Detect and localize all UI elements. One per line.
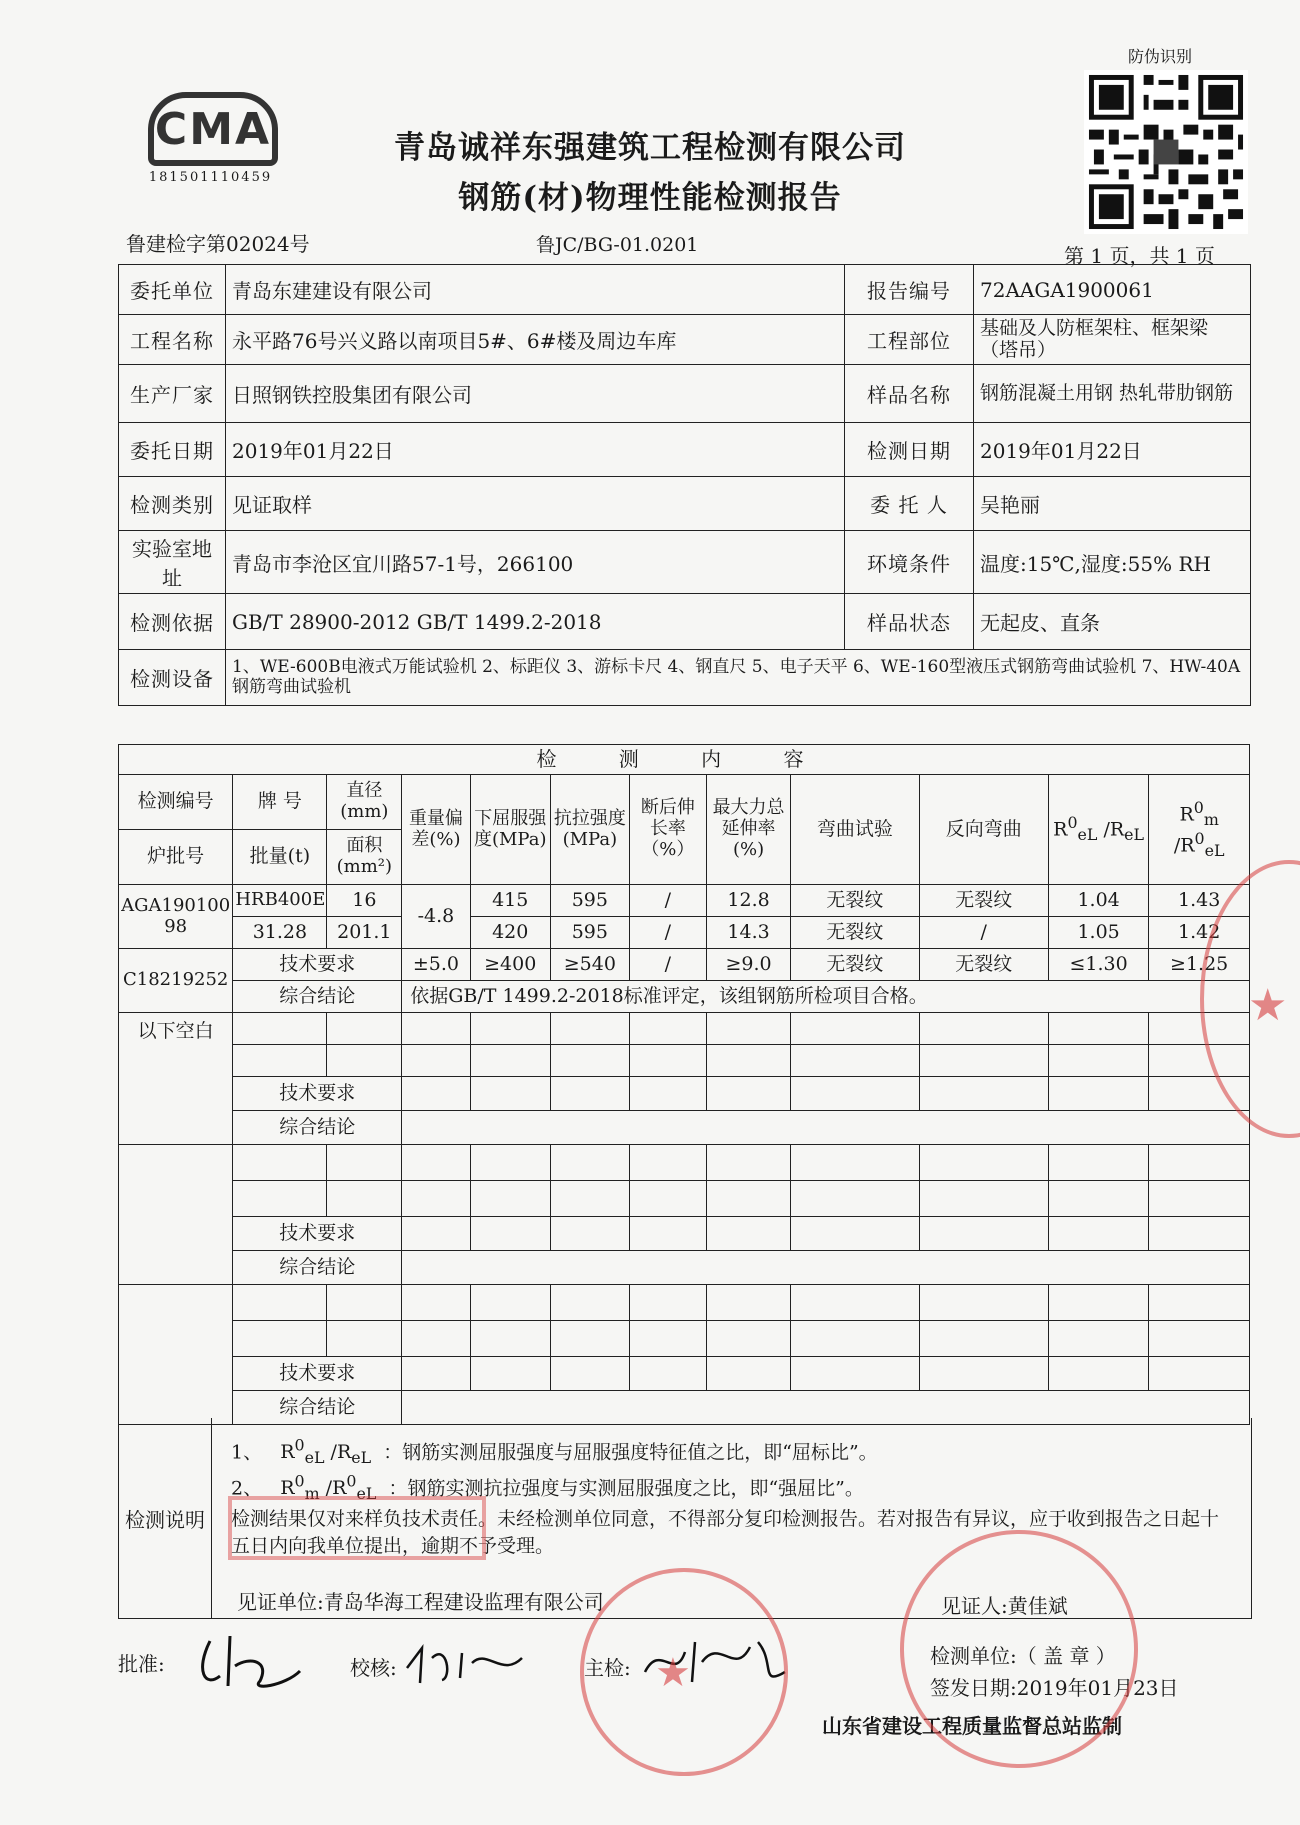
- witness-name: 见证人:黄佳斌: [941, 1594, 1068, 1618]
- header-total-elongation: 最大力总延伸率(%): [706, 775, 790, 885]
- ratio1-r: R: [280, 1441, 295, 1464]
- blank-label: 以下空白: [119, 1013, 233, 1145]
- company-seal-icon: [900, 1530, 1138, 1768]
- sample-label: 样品名称: [845, 365, 974, 423]
- ratio1-sub2: eL: [1124, 825, 1145, 845]
- conclusion-label: 综合结论: [233, 1251, 402, 1285]
- blank-cell: [327, 1321, 402, 1357]
- blank-cell: [1048, 1357, 1148, 1391]
- blank-cell: [470, 1321, 550, 1357]
- ratio2-sup: 0: [1193, 798, 1204, 818]
- issue-date: 签发日期:2019年01月23日: [930, 1676, 1179, 1700]
- quantity-value: 31.28: [233, 917, 327, 949]
- header-grade: 牌 号: [233, 775, 327, 830]
- req-ratio1: ≤1.30: [1048, 949, 1148, 981]
- blank-cell: [470, 1077, 550, 1111]
- ratio2-tail: /R: [319, 1477, 347, 1500]
- blank-cell: [919, 1321, 1048, 1357]
- maker-value: 日照钢铁控股集团有限公司: [226, 365, 845, 423]
- req-yield: ≥400: [470, 949, 550, 981]
- type-label: 检测类别: [119, 477, 226, 531]
- blank-cell: [1048, 1181, 1148, 1217]
- blank-cell: [402, 1321, 470, 1357]
- blank-cell: [1149, 1285, 1250, 1321]
- ratio1-sub: eL: [1077, 825, 1098, 845]
- blank-cell: [1048, 1013, 1148, 1045]
- blank-cell: [1149, 1181, 1250, 1217]
- blank-cell: [706, 1013, 790, 1045]
- grade-value: HRB400E: [233, 885, 327, 917]
- weight-dev-value: -4.8: [402, 885, 470, 949]
- blank-cell: [706, 1045, 790, 1077]
- row2-ratio2: 1.42: [1149, 917, 1250, 949]
- blank-cell: [919, 1181, 1048, 1217]
- notes-label: 检测说明: [119, 1418, 212, 1618]
- area-value: 201.1: [327, 917, 402, 949]
- blank-cell: [550, 1357, 629, 1391]
- maker-label: 生产厂家: [119, 365, 226, 423]
- blank-cell: [1048, 1045, 1148, 1077]
- project-value: 永平路76号兴义路以南项目5#、6#楼及周边车库: [226, 315, 845, 365]
- part-value: 基础及人防框架柱、框架梁（塔吊）: [974, 315, 1251, 365]
- req-bend: 无裂纹: [791, 949, 919, 981]
- req-label: 技术要求: [233, 1217, 402, 1251]
- row2-yield: 420: [470, 917, 550, 949]
- row2-bend: 无裂纹: [791, 917, 919, 949]
- row2-ratio1: 1.05: [1048, 917, 1148, 949]
- note-2-text: ：钢筋实测抗拉强度与实测屈服强度之比，即“强屈比”。: [388, 1477, 864, 1500]
- blank-cell: [1149, 1357, 1250, 1391]
- standard-number: 鲁JC/BG-01.0201: [536, 234, 699, 256]
- equip-value: 1、WE-600B电液式万能试验机 2、标距仪 3、游标卡尺 4、钢直尺 5、电子天平 6、WE-160型液压式钢筋弯曲试验机 7、HW-40A钢筋弯曲试验机: [226, 650, 1251, 706]
- header-rebend: 反向弯曲: [919, 775, 1048, 885]
- equip-label: 检测设备: [119, 650, 226, 706]
- header-batch: 炉批号: [119, 830, 233, 885]
- blank-cell: [470, 1217, 550, 1251]
- basis-value: GB/T 28900-2012 GB/T 1499.2-2018: [226, 594, 845, 650]
- lab-addr-label: 实验室地址: [119, 531, 226, 594]
- blank-cell: [629, 1285, 706, 1321]
- blank-cell: [1149, 1145, 1250, 1181]
- state-label: 样品状态: [845, 594, 974, 650]
- note-1-formula: [280, 1436, 372, 1468]
- row2-total: 14.3: [706, 917, 790, 949]
- ratio2-r: R: [280, 1477, 295, 1500]
- blank-cell: [791, 1357, 919, 1391]
- header-diameter: 直径(mm): [327, 775, 402, 830]
- blank-cell: [233, 1321, 327, 1357]
- part-label: 工程部位: [845, 315, 974, 365]
- blank-cell: [402, 1013, 470, 1045]
- entruster-label: 委 托 人: [845, 477, 974, 531]
- ratio2-sub2: eL: [1204, 840, 1225, 860]
- conclusion-label: 综合结论: [233, 1111, 402, 1145]
- env-value: 温度:15℃,湿度:55% RH: [974, 531, 1251, 594]
- report-no-value: 72AAGA1900061: [974, 265, 1251, 315]
- blank-cell: [550, 1181, 629, 1217]
- client-label: 委托单位: [119, 265, 226, 315]
- company-name: 青岛诚祥东强建筑工程检测有限公司: [394, 130, 906, 166]
- blank-cell: [629, 1077, 706, 1111]
- blank-cell: [550, 1321, 629, 1357]
- blank-cell: [119, 1145, 233, 1285]
- blank-cell: [233, 1045, 327, 1077]
- conclusion-value: 依据GB/T 1499.2-2018标准评定，该组钢筋所检项目合格。: [402, 981, 1250, 1013]
- conclusion-label: 综合结论: [233, 1391, 402, 1425]
- ratio2-sup: 0: [294, 1472, 305, 1491]
- blank-cell: [1048, 1077, 1148, 1111]
- blank-cell: [402, 1077, 470, 1111]
- blank-cell: [629, 1217, 706, 1251]
- blank-cell: [550, 1045, 629, 1077]
- blank-cell: [327, 1181, 402, 1217]
- blank-cell: [402, 1285, 470, 1321]
- blank-cell: [791, 1217, 919, 1251]
- req-ratio2: ≥1.25: [1149, 949, 1250, 981]
- approve-label: 批准:: [118, 1652, 165, 1676]
- blank-cell: [233, 1285, 327, 1321]
- header-tensile: 抗拉强度(MPa): [550, 775, 629, 885]
- blank-cell: [919, 1285, 1048, 1321]
- project-label: 工程名称: [119, 315, 226, 365]
- basis-label: 检测依据: [119, 594, 226, 650]
- sample-value: 钢筋混凝土用钢 热轧带肋钢筋: [974, 365, 1251, 423]
- qr-label: 防伪识别: [1128, 47, 1193, 66]
- conclusion-label: 综合结论: [233, 981, 402, 1013]
- header-elongation: 断后伸长率（%）: [629, 775, 706, 885]
- row1-bend: 无裂纹: [791, 885, 919, 917]
- blank-cell: [919, 1357, 1048, 1391]
- report-title: 钢筋(材)物理性能检测报告: [458, 180, 842, 216]
- ratio1-sup: 0: [294, 1436, 305, 1455]
- cma-logo-mark: CMA: [148, 92, 278, 166]
- blank-cell: [550, 1217, 629, 1251]
- header-weight-dev: 重量偏差(%): [402, 775, 470, 885]
- blank-cell: [327, 1145, 402, 1181]
- entrust-date-label: 委托日期: [119, 423, 226, 477]
- blank-cell: [629, 1181, 706, 1217]
- row2-rebend: /: [919, 917, 1048, 949]
- blank-cell: [1048, 1321, 1148, 1357]
- content-title: 检 测 内 容: [119, 745, 1250, 775]
- ratio2-r: R: [1179, 803, 1194, 826]
- header-ratio1: [1048, 775, 1148, 885]
- blank-cell: [327, 1013, 402, 1045]
- header-id: 检测编号: [119, 775, 233, 830]
- header-area: 面积(mm²): [327, 830, 402, 885]
- ratio2-tail: /R: [1173, 833, 1195, 856]
- ratio1-tail: /R: [1097, 818, 1125, 841]
- req-elongation: /: [629, 949, 706, 981]
- blank-cell: [402, 1217, 470, 1251]
- ratio2-sub: m: [1203, 810, 1219, 830]
- note-1-prefix: 1、: [231, 1441, 263, 1464]
- req-tensile: ≥540: [550, 949, 629, 981]
- row2-elongation: /: [629, 917, 706, 949]
- blank-cell: [791, 1321, 919, 1357]
- code-number: 鲁建检字第02024号: [126, 232, 310, 256]
- report-no-label: 报告编号: [845, 265, 974, 315]
- type-value: 见证取样: [226, 477, 845, 531]
- client-value: 青岛东建建设有限公司: [226, 265, 845, 315]
- blank-cell: [919, 1217, 1048, 1251]
- approve-signature-icon: [190, 1626, 310, 1696]
- ratio1-sub: eL: [304, 1448, 325, 1468]
- blank-cell: [402, 1357, 470, 1391]
- inspect-label: 主检:: [584, 1656, 631, 1680]
- blank-cell: [402, 1111, 1250, 1145]
- diameter-value: 16: [327, 885, 402, 917]
- inspection-unit: 检测单位:（ 盖 章 ）: [930, 1644, 1116, 1668]
- witness-stamp-icon: [228, 1496, 486, 1560]
- review-label: 校核:: [350, 1656, 397, 1680]
- blank-cell: [550, 1077, 629, 1111]
- blank-cell: [233, 1181, 327, 1217]
- blank-cell: [706, 1181, 790, 1217]
- blank-cell: [706, 1357, 790, 1391]
- blank-cell: [791, 1285, 919, 1321]
- page-info: 第 1 页，共 1 页: [1064, 244, 1215, 268]
- blank-cell: [629, 1321, 706, 1357]
- req-rebend: 无裂纹: [919, 949, 1048, 981]
- blank-cell: [706, 1145, 790, 1181]
- blank-cell: [327, 1285, 402, 1321]
- info-table: [118, 264, 1251, 706]
- blank-cell: [629, 1357, 706, 1391]
- blank-cell: [550, 1285, 629, 1321]
- cma-number: 181501110459: [148, 170, 273, 185]
- req-weight: ±5.0: [402, 949, 470, 981]
- blank-cell: [470, 1145, 550, 1181]
- blank-cell: [706, 1217, 790, 1251]
- ratio2-sup2: 0: [346, 1472, 357, 1491]
- entruster-value: 吴艳丽: [974, 477, 1251, 531]
- blank-cell: [233, 1145, 327, 1181]
- ratio1-tail: /R: [324, 1441, 352, 1464]
- blank-cell: [233, 1013, 327, 1045]
- ratio2-sup2: 0: [1194, 828, 1205, 848]
- blank-cell: [550, 1145, 629, 1181]
- header-yield: 下屈服强度(MPa): [470, 775, 550, 885]
- row1-ratio1: 1.04: [1048, 885, 1148, 917]
- ratio1-sub2: eL: [351, 1448, 372, 1468]
- blank-cell: [470, 1285, 550, 1321]
- blank-cell: [791, 1145, 919, 1181]
- blank-cell: [629, 1145, 706, 1181]
- blank-cell: [1048, 1145, 1148, 1181]
- req-label: 技术要求: [233, 949, 402, 981]
- blank-cell: [629, 1013, 706, 1045]
- seal-star-icon: ★: [655, 1650, 691, 1696]
- row2-tensile: 595: [550, 917, 629, 949]
- qr-code-icon: [1084, 70, 1248, 234]
- blank-cell: [550, 1013, 629, 1045]
- witness-unit: 见证单位:青岛华海工程建设监理有限公司: [237, 1590, 604, 1614]
- blank-cell: [919, 1045, 1048, 1077]
- blank-cell: [629, 1045, 706, 1077]
- row1-elongation: /: [629, 885, 706, 917]
- results-table: [118, 744, 1250, 1425]
- blank-cell: [706, 1077, 790, 1111]
- blank-cell: [470, 1357, 550, 1391]
- test-date-label: 检测日期: [845, 423, 974, 477]
- note-1: [231, 1436, 878, 1467]
- header-bend: 弯曲试验: [791, 775, 919, 885]
- ratio1-r: R: [1053, 818, 1068, 841]
- state-value: 无起皮、直条: [974, 594, 1251, 650]
- blank-cell: [402, 1045, 470, 1077]
- blank-cell: [327, 1045, 402, 1077]
- blank-cell: [919, 1145, 1048, 1181]
- blank-cell: [791, 1077, 919, 1111]
- blank-cell: [1048, 1217, 1148, 1251]
- blank-cell: [1149, 1321, 1250, 1357]
- header-qty: 批量(t): [233, 830, 327, 885]
- row1-total: 12.8: [706, 885, 790, 917]
- blank-cell: [791, 1181, 919, 1217]
- header-ratio2: [1149, 775, 1250, 885]
- issuer: 山东省建设工程质量监督总站监制: [822, 1714, 1122, 1738]
- blank-cell: [1048, 1285, 1148, 1321]
- blank-cell: [791, 1013, 919, 1045]
- sample-id: AGA19010098: [119, 885, 233, 949]
- review-signature-icon: [402, 1638, 532, 1688]
- row1-tensile: 595: [550, 885, 629, 917]
- blank-cell: [791, 1045, 919, 1077]
- ratio1-sup: 0: [1067, 813, 1078, 833]
- blank-cell: [470, 1013, 550, 1045]
- req-label: 技术要求: [233, 1357, 402, 1391]
- env-label: 环境条件: [845, 531, 974, 594]
- row1-yield: 415: [470, 885, 550, 917]
- ratio2-sub2: eL: [356, 1484, 377, 1504]
- blank-cell: [402, 1251, 1250, 1285]
- note-1-text: ：钢筋实测屈服强度与屈服强度特征值之比，即“屈标比”。: [383, 1441, 878, 1464]
- blank-cell: [919, 1077, 1048, 1111]
- edge-seal-star-icon: ★: [1248, 980, 1288, 1031]
- blank-cell: [402, 1181, 470, 1217]
- batch-no: C18219252: [119, 949, 233, 1013]
- blank-cell: [119, 1285, 233, 1425]
- row1-ratio2: 1.43: [1149, 885, 1250, 917]
- blank-cell: [470, 1045, 550, 1077]
- blank-cell: [1149, 1217, 1250, 1251]
- blank-cell: [470, 1181, 550, 1217]
- blank-cell: [706, 1285, 790, 1321]
- test-date-value: 2019年01月22日: [974, 423, 1251, 477]
- req-label: 技术要求: [233, 1077, 402, 1111]
- blank-cell: [919, 1013, 1048, 1045]
- row1-rebend: 无裂纹: [919, 885, 1048, 917]
- entrust-date-value: 2019年01月22日: [226, 423, 845, 477]
- note-2-prefix: 2、: [231, 1477, 263, 1500]
- blank-cell: [706, 1321, 790, 1357]
- req-total: ≥9.0: [706, 949, 790, 981]
- note-3: 检测结果仅对来样负技术责任。未经检测单位同意，不得部分复印检测报告。若对报告有异议，应于收到报告之日起十五日内向我单位提出，逾期不予受理。: [231, 1508, 1220, 1557]
- lab-addr-value: 青岛市李沧区宜川路57-1号，266100: [226, 531, 845, 594]
- ratio2-sub: m: [304, 1484, 320, 1504]
- blank-cell: [402, 1145, 470, 1181]
